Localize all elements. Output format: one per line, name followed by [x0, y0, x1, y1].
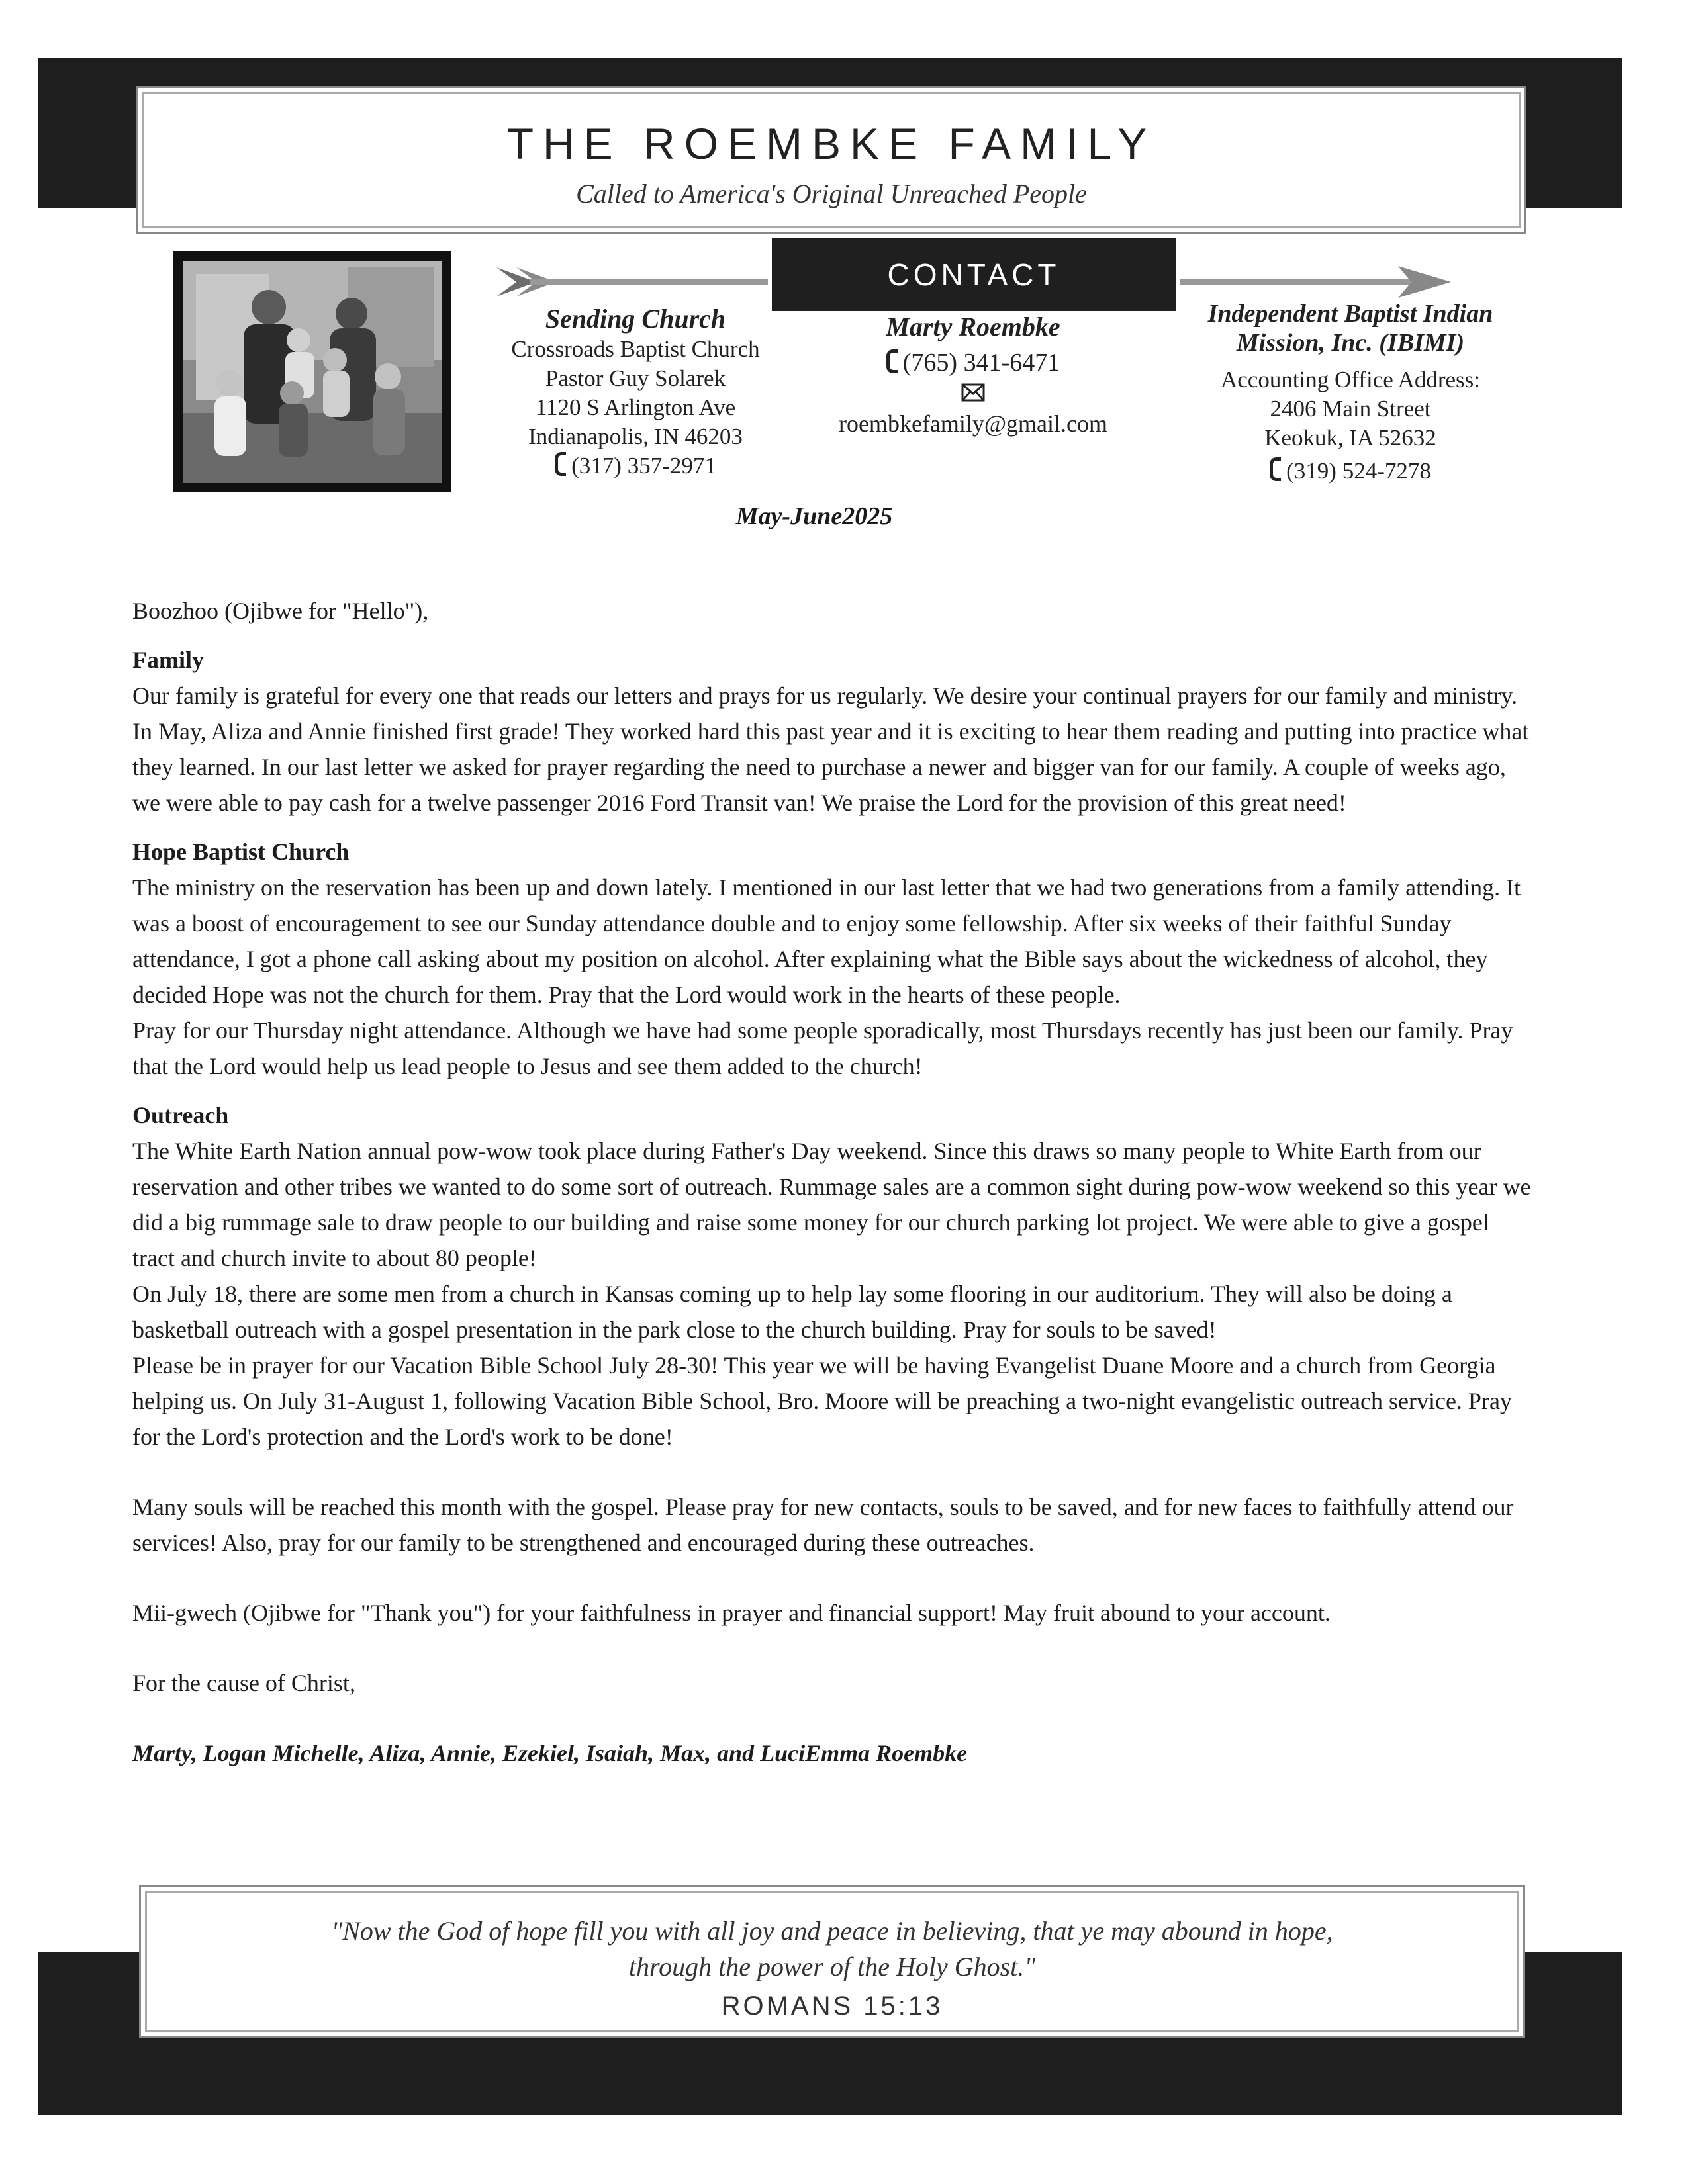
outreach-paragraph-1: The White Earth Nation annual pow-wow took place during Father's Day weekend. Since this draws so many people to White Earth from our reservation and other tribes we wanted to do some sort of outreach. Rummage sales are a common sight during pow-wow weekend so this year we did a big rummage sale to draw people to our building and raise some money for our church parking lot project. We were able to give a gospel tract and church invite to about 80 people! [132, 1138, 1531, 1271]
family-paragraph: Our family is grateful for every one that reads our letters and prays for us regularly. We desire your continual prayers for our family and ministry. In May, Aliza and Annie finished first grade! They worked hard this past year and it is exciting to hear them reading and putting into practice what they learned. In our last letter we asked for prayer regarding the need to purchase a newer and bigger van for our family. A couple of weeks ago, we were able to pay cash for a twelve passenger 2016 Ford Transit van! We praise the Lord for the provision of this great need! [132, 682, 1529, 816]
sending-church-heading: Sending Church [545, 304, 726, 334]
sending-church-block [490, 303, 781, 480]
signature: Marty, Logan Michelle, Aliza, Annie, Ezekiel, Isaiah, Max, and LuciEmma Roembke [132, 1740, 968, 1766]
mission-city: Keokuk, IA 52632 [1264, 425, 1436, 451]
hope-paragraph-2: Pray for our Thursday night attendance. Although we have had some people sporadically, most Thursdays recently has just been our family. Pray that the Lord would help us lead people to Jesus and see them added to the church! [132, 1017, 1513, 1079]
marty-contact-block [781, 311, 1165, 438]
left-arrow-icon [490, 262, 768, 302]
mission-street: 2406 Main Street [1270, 396, 1431, 422]
mission-heading-line1: Independent Baptist Indian [1207, 300, 1493, 328]
marty-heading: Marty Roembke [886, 312, 1060, 341]
valediction: For the cause of Christ, [132, 1670, 355, 1696]
outreach-paragraph-3: Please be in prayer for our Vacation Bible School July 28-30! This year we will be having Evangelist Duane Moore and a church from Georgia helping us. On July 31-August 1, following Vacation Bible School, Bro. Moore will be preaching a two-night evangelistic outreach service. Pray for the Lord's protection and the Lord's work to be done! [132, 1352, 1512, 1450]
phone-icon [555, 452, 566, 476]
scripture-reference: ROMANS 15:13 [721, 1991, 943, 2021]
newsletter-title: THE ROEMBKE FAMILY [506, 119, 1156, 168]
phone-icon [1270, 457, 1281, 481]
scripture-line-2: through the power of the Holy Ghost." [628, 1952, 1036, 1981]
newsletter-subtitle: Called to America's Original Unreached People [576, 179, 1087, 208]
family-photo [173, 251, 451, 492]
sending-church-pastor: Pastor Guy Solarek [545, 365, 726, 391]
outreach-heading: Outreach [132, 1102, 229, 1128]
marty-phone-row [781, 348, 1165, 377]
header-box [136, 86, 1526, 234]
phone-icon [886, 349, 898, 373]
thanks-paragraph: Mii-gwech (Ojibwe for "Thank you") for your faithfulness in prayer and financial support! May fruit abound to your account. [132, 1600, 1331, 1626]
family-heading: Family [132, 647, 204, 673]
sending-church-name: Crossroads Baptist Church [511, 336, 760, 362]
mission-heading-line2: Mission, Inc. (IBIMI) [1236, 329, 1465, 357]
greeting: Boozhoo (Ojibwe for "Hello"), [132, 598, 429, 624]
footer-box [139, 1885, 1525, 2038]
mission-phone: (319) 524-7278 [1286, 458, 1431, 484]
sending-church-phone: (317) 357-2971 [571, 453, 716, 478]
issue-date: May-June2025 [735, 502, 893, 530]
scripture-line-1: "Now the God of hope fill you with all joy and peace in believing, that ye may abound in hope, [331, 1916, 1333, 1946]
mission-phone-row [1165, 457, 1536, 486]
sending-church-street: 1120 S Arlington Ave [535, 394, 736, 420]
scripture-quote [141, 1913, 1523, 1985]
mission-block [1165, 299, 1536, 486]
marty-phone: (765) 341-6471 [902, 349, 1060, 377]
outreach-paragraph-2: On July 18, there are some men from a church in Kansas coming up to help lay some flooring in our auditorium. They will also be doing a basketball outreach with a gospel presentation in the park close to the church building. Pray for souls to be saved! [132, 1281, 1452, 1343]
mission-address-label: Accounting Office Address: [1220, 367, 1481, 392]
closing-paragraph: Many souls will be reached this month with the gospel. Please pray for new contacts, souls to be saved, and for new faces to faithfully attend our services! Also, pray for our family to be strengthened and encouraged during these outreaches. [132, 1494, 1514, 1556]
letter-body [132, 593, 1536, 1771]
contact-banner: CONTACT [772, 238, 1176, 311]
envelope-icon [781, 380, 1165, 409]
hope-heading: Hope Baptist Church [132, 839, 350, 865]
sending-church-phone-row [490, 451, 781, 480]
marty-email[interactable]: roembkefamily@gmail.com [838, 410, 1108, 437]
right-arrow-icon [1180, 262, 1458, 302]
hope-paragraph-1: The ministry on the reservation has been up and down lately. I mentioned in our last letter that we had two generations from a family attending. It was a boost of encouragement to see our Sunday attendance double and to enjoy some fellowship. After six weeks of their faithful Sunday attendance, I got a phone call asking about my position on alcohol. After explaining what the Bible says about the wickedness of alcohol, they decided Hope was not the church for them. Pray that the Lord would work in the hearts of these people. [132, 874, 1521, 1008]
sending-church-city: Indianapolis, IN 46203 [528, 424, 743, 449]
